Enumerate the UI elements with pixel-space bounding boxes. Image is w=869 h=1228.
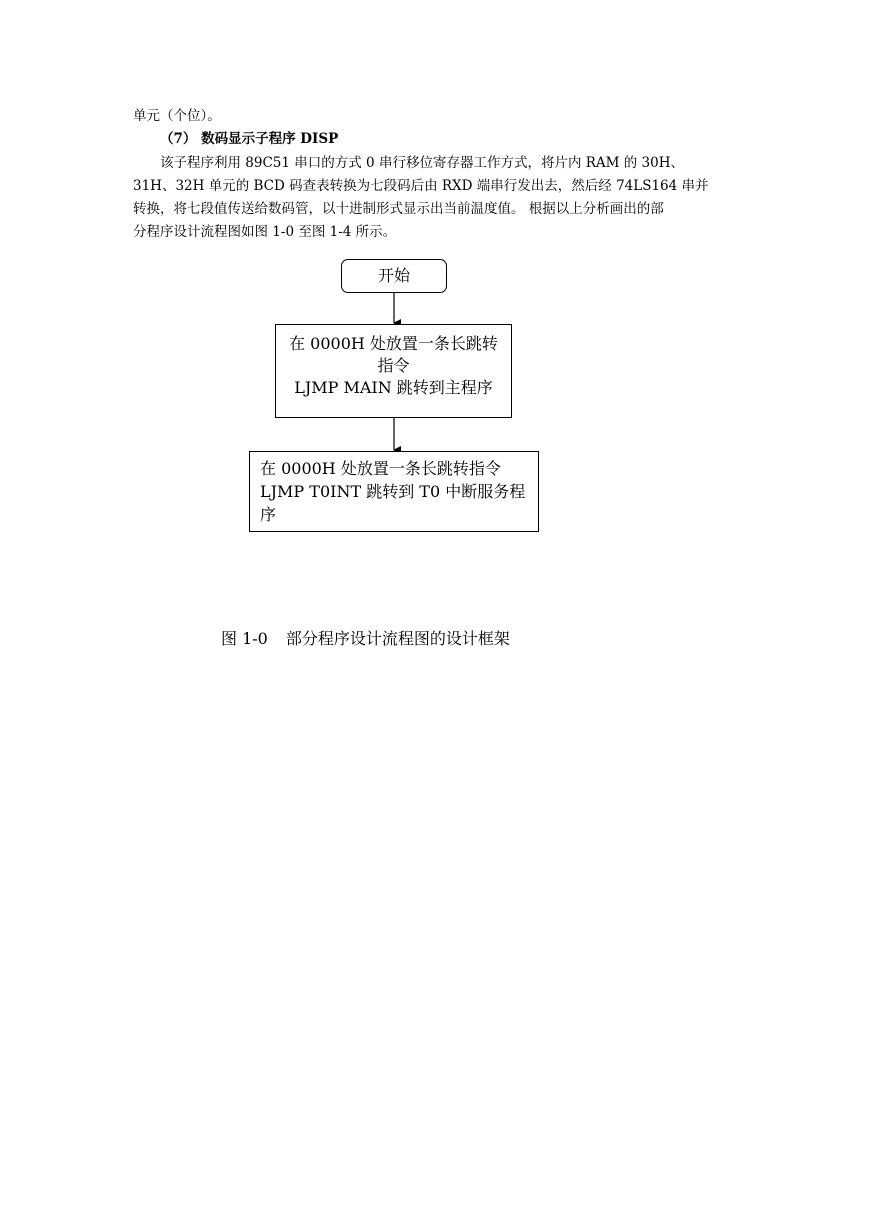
box2-line-2: LJMP T0INT 跳转到 T0 中断服务程 (260, 482, 526, 501)
box1-line-1: 在 0000H 处放置一条长跳转 (289, 334, 498, 353)
box1-line-3: LJMP MAIN 跳转到主程序 (294, 378, 493, 397)
box2-line-1: 在 0000H 处放置一条长跳转指令 (260, 459, 501, 478)
figure-caption-text: 部分程序设计流程图的设计框架 (285, 629, 510, 648)
paragraph-line-3: 转换，将七段值传送给数码管，以十进制形式显示出当前温度值。 根据以上分析画出的部 (133, 201, 664, 217)
box2-line-3: 序 (260, 505, 277, 524)
flow-box-ljmp-main (275, 324, 512, 418)
figure-caption (221, 628, 510, 650)
box1-line-2: 指令 (377, 356, 410, 375)
section-heading: （7） 数码显示子程序 DISP (160, 131, 339, 147)
paragraph-line-4: 分程序设计流程图如图 1-0 至图 1-4 所示。 (133, 224, 397, 240)
paragraph-line-1: 该子程序利用 89C51 串口的方式 0 串行移位寄存器工作方式，将片内 RAM 的 30H、 (160, 155, 685, 171)
continuation-line: 单元（个位）。 (133, 108, 221, 124)
flow-box-ljmp-t0int (249, 451, 539, 532)
flow-start-terminal: 开始 (341, 259, 447, 293)
paragraph-line-2: 31H、32H 单元的 BCD 码查表转换为七段码后由 RXD 端串行发出去，然后经 74LS164 串并 (133, 178, 709, 194)
figure-number: 图 1-0 (221, 629, 268, 648)
